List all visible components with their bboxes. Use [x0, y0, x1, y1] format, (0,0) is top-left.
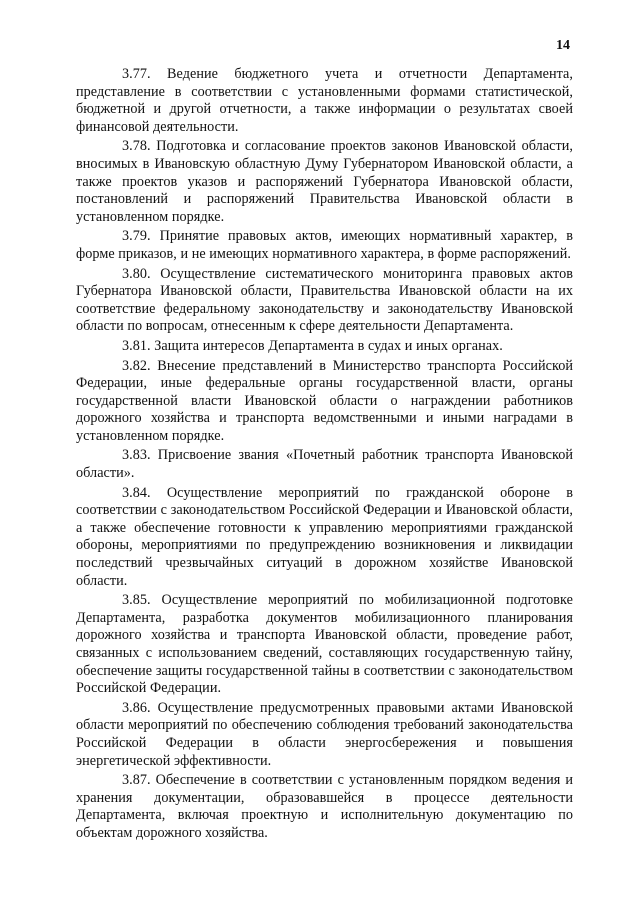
page-number: 14: [556, 38, 570, 53]
document-body: [76, 66, 573, 845]
paragraph-3-83: 3.83. Присвоение звания «Почетный работник транспорта Ивановской области».: [76, 447, 573, 482]
paragraph-3-86: 3.86. Осуществление предусмотренных правовыми актами Ивановской области мероприятий по обеспечению соблюдения требований законодательства Российской Федерации в области энергосбережения и повышения энергетической эффективности.: [76, 699, 573, 769]
paragraph-3-77: 3.77. Ведение бюджетного учета и отчетности Департамента, представление в соответствии с установленными формами статистической, бюджетной и другой отчетности, а также информации о результатах своей финансовой деятельности.: [76, 66, 573, 135]
paragraph-3-82: 3.82. Внесение представлений в Министерство транспорта Российской Федерации, иные федеральные органы государственной власти, органы государственной власти Ивановской области о награждении работников дорожного хозяйства и транспорта ведомственными и иными наградами в установленном порядке.: [76, 357, 573, 444]
paragraph-3-81: 3.81. Защита интересов Департамента в судах и иных органах.: [122, 337, 503, 354]
paragraph-3-84: 3.84. Осуществление мероприятий по гражданской обороне в соответствии с законодательством Российской Федерации и Ивановской области, а также обеспечение готовности к управлению мероприятиями гражданской обороны, мероприятиями по предупреждению возникновения и ликвидации последствий чрезвычайных ситуаций в дорожном хозяйстве Ивановской области.: [76, 484, 573, 589]
paragraph-3-85: 3.85. Осуществление мероприятий по мобилизационной подготовке Департамента, разработка документов мобилизационного планирования дорожного хозяйства и транспорта Ивановской области, проведение работ, связанных с использованием сведений, составляющих государственную тайну, обеспечение защиты государственной тайны в соответствии с законодательством Российской Федерации.: [76, 592, 573, 697]
paragraph-3-80: 3.80. Осуществление систематического мониторинга правовых актов Губернатора Ивановской области, Правительства Ивановской области на их соответствие федеральному законодательству и законодательству Ивановской области по вопросам, отнесенным к сфере деятельности Департамента.: [76, 265, 573, 335]
paragraph-3-79: 3.79. Принятие правовых актов, имеющих нормативный характер, в форме приказов, и не имеющих нормативного характера, в форме распоряжений.: [76, 228, 573, 262]
paragraph-3-78: 3.78. Подготовка и согласование проектов законов Ивановской области, вносимых в Ивановскую областную Думу Губернатором Ивановской области, а также проектов указов и распоряжений Губернатора Ивановской области, постановлений и распоряжений Правительства Ивановской области в установленном порядке.: [76, 138, 573, 225]
paragraph-3-87: 3.87. Обеспечение в соответствии с установленным порядком ведения и хранения документации, образовавшейся в процессе деятельности Департамента, включая проектную и исполнительную документацию по объектам дорожного хозяйства.: [76, 772, 573, 841]
